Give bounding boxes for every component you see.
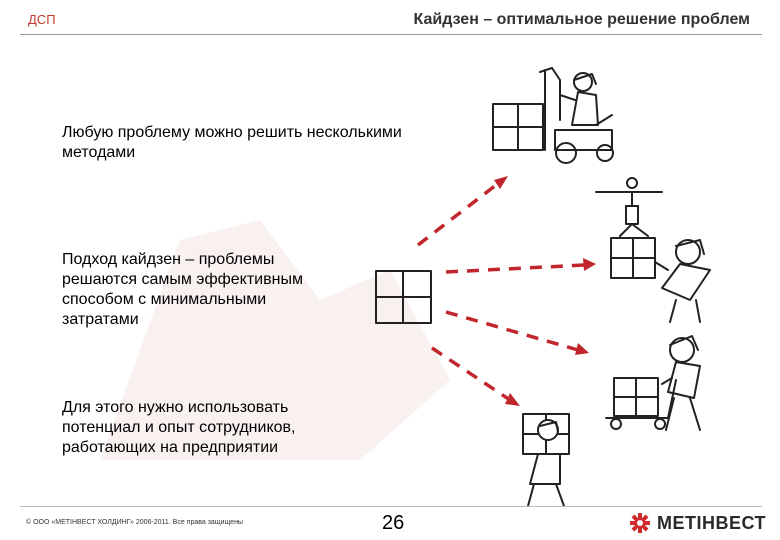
arrow-to-carrier bbox=[432, 348, 510, 400]
forklift-worker-icon bbox=[493, 68, 613, 163]
arrowhead-crane bbox=[583, 258, 596, 271]
page-number: 26 bbox=[382, 512, 405, 534]
box-icon bbox=[376, 271, 431, 323]
company-logo bbox=[629, 512, 766, 534]
carrying-worker-icon bbox=[523, 414, 569, 506]
arrowhead-carrier bbox=[505, 393, 520, 406]
arrowhead-cart bbox=[575, 343, 589, 355]
paragraph-employee-potential: Для этого нужно использовать потенциал и опыт сотрудников, работающих на предприятии bbox=[62, 399, 296, 456]
arrow-to-crane bbox=[446, 265, 585, 272]
dashed-arrows bbox=[418, 182, 585, 400]
copyright-notice: © ООО «МЕТІНВЕСТ ХОЛДИНГ» 2006-2011. Все права защищены bbox=[26, 519, 243, 526]
classification-tag: ДСП bbox=[28, 12, 56, 27]
footer-divider bbox=[20, 506, 762, 507]
paragraph-methods: Любую проблему можно решить несколькими методами bbox=[62, 124, 402, 161]
arrowhead-forklift bbox=[494, 176, 508, 189]
crane-worker-icon bbox=[596, 178, 710, 322]
arrow-to-cart bbox=[446, 312, 578, 350]
arrow-heads bbox=[494, 176, 596, 406]
arrow-to-forklift bbox=[418, 182, 500, 245]
logo-text: МЕТІНВЕСТ bbox=[656, 512, 766, 533]
paragraph-kaizen-approach: Подход кайдзен – проблемы решаются самым эффективным способом с минимальными затратами bbox=[62, 251, 303, 328]
metinvest-logo-icon bbox=[629, 512, 651, 534]
cart-worker-icon bbox=[606, 336, 700, 430]
page-title: Кайдзен – оптимальное решение проблем bbox=[413, 11, 750, 28]
